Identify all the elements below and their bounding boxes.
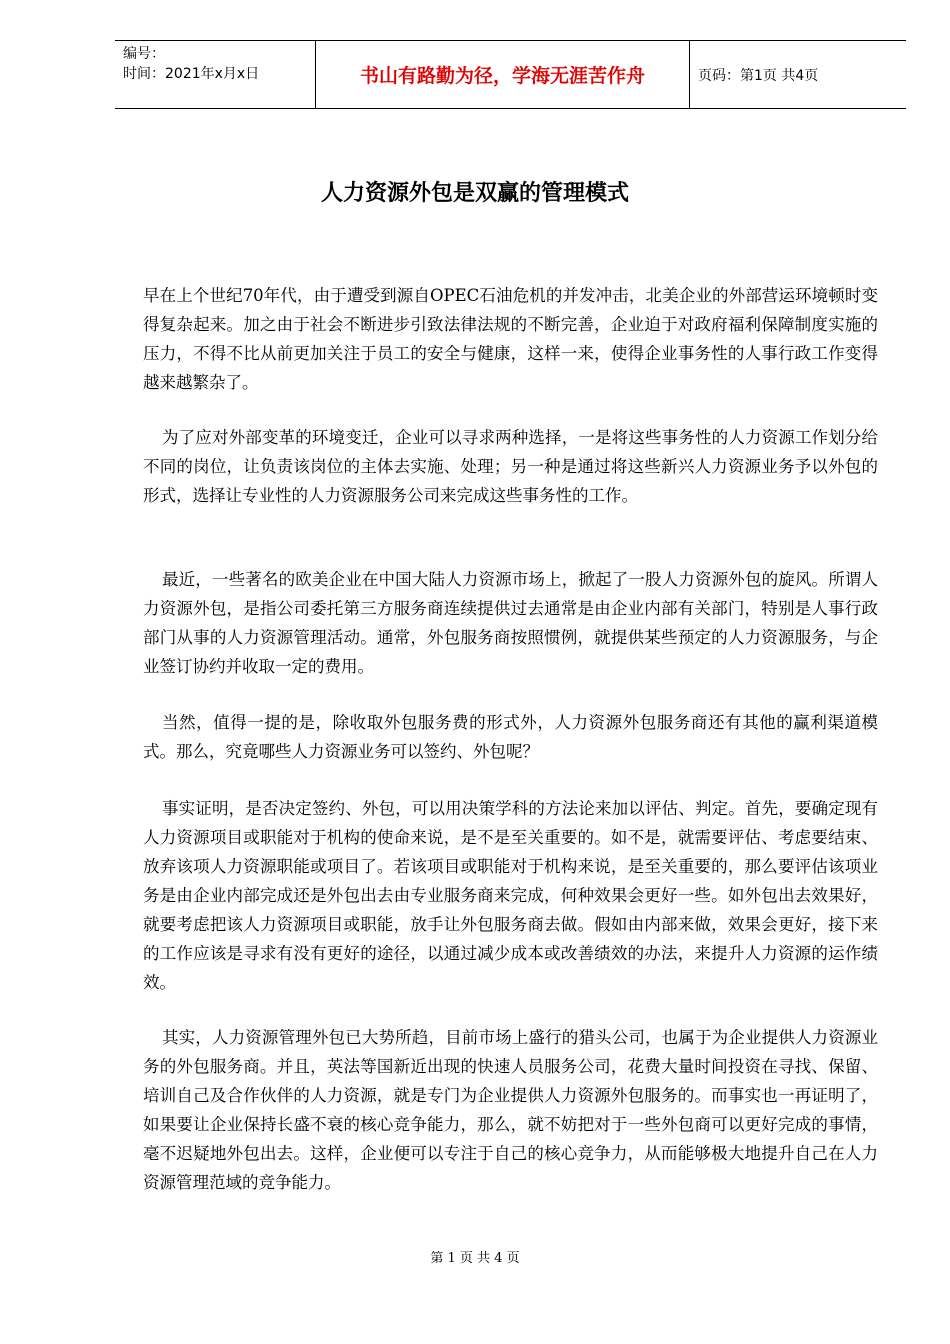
page-footer: 第 1 页 共 4 页	[430, 1251, 520, 1266]
paragraph-4: 当然，值得一提的是，除收取外包服务费的形式外，人力资源外包服务商还有其他的赢利渠道模式。那么，究竟哪些人力资源业务可以签约、外包呢？	[143, 713, 878, 761]
header-page-cell	[690, 41, 906, 108]
document-title: 人力资源外包是双赢的管理模式	[320, 181, 629, 206]
paragraph-5: 事实证明，是否决定签约、外包，可以用决策学科的方法论来加以评估、判定。首先，要确定现有人力资源项目或职能对于机构的使命来说，是不是至关重要的。如不是，就需要评估、考虑要结束、放弃该项人力资源职能或项目了。若该项目或职能对于机构来说，是至关重要的，那么要评估该项业务是由企业内部完成还是外包出去由专业服务商来完成，何种效果会更好一些。如外包出去效果好，就要考虑把该人力资源项目或职能，放手让外包服务商去做。假如由内部来做，效果会更好，接下来的工作应该是寻求有没有更好的途径，以通过减少成本或改善绩效的办法，来提升人力资源的运作绩效。	[143, 799, 878, 992]
paragraph-6: 其实，人力资源管理外包已大势所趋，目前市场上盛行的猎头公司，也属于为企业提供人力资源业务的外包服务商。并且，英法等国新近出现的快速人员服务公司，花费大量时间投资在寻找、保留、培训自己及合作伙伴的人力资源，就是专门为企业提供人力资源外包服务的。而事实也一再证明了，如果要让企业保持长盛不衰的核心竞争能力，那么，就不妨把对于一些外包商可以更好完成的事情，毫不迟疑地外包出去。这样，企业便可以专注于自己的核心竞争力，从而能够极大地提升自己在人力资源管理范域的竞争能力。	[143, 1028, 878, 1192]
paragraph-1: 早在上个世纪70年代，由于遭受到源自OPEC石油危机的并发冲击，北美企业的外部营运环境顿时变得复杂起来。加之由于社会不断进步引致法律法规的不断完善，企业迫于对政府福利保障制度实施的压力，不得不比从前更加关注于员工的安全与健康，这样一来，使得企业事务性的人事行政工作变得越来越繁杂了。	[143, 286, 878, 392]
page-info: 页码：第1页 共4页	[698, 67, 819, 84]
document-header	[115, 40, 906, 109]
header-motto-cell	[316, 41, 690, 108]
header-meta-cell	[115, 41, 316, 108]
paragraph-2: 为了应对外部变革的环境变迁，企业可以寻求两种选择，一是将这些事务性的人力资源工作划分给不同的岗位，让负责该岗位的主体去实施、处理；另一种是通过将这些新兴人力资源业务予以外包的形式，选择让专业性的人力资源服务公司来完成这些事务性的工作。	[143, 428, 878, 505]
number-label: 编号：	[123, 46, 165, 62]
paragraph-3: 最近，一些著名的欧美企业在中国大陆人力资源市场上，掀起了一股人力资源外包的旋风。所谓人力资源外包，是指公司委托第三方服务商连续提供过去通常是由企业内部有关部门，特别是人事行政部门从事的人力资源管理活动。通常，外包服务商按照惯例，就提供某些预定的人力资源服务，与企业签订协约并收取一定的费用。	[143, 570, 878, 676]
time-label: 时间：2021年x月x日	[123, 66, 260, 82]
motto-text: 书山有路勤为径，学海无涯苦作舟	[359, 65, 645, 87]
